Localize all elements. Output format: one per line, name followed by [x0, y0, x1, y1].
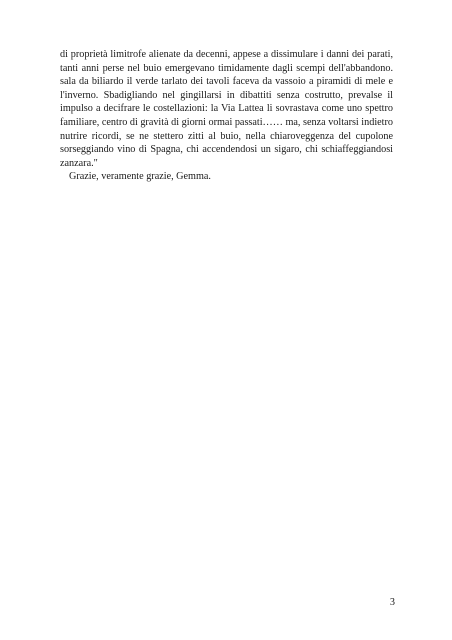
- text-line: impulso a decifrare le costellazioni: la Via Lattea li sovrastava come uno spettro: [60, 103, 393, 115]
- text-line: sorseggiando vino di Spagna, chi accendendosi un sigaro, chi schiaffeggiandosi: [60, 144, 393, 156]
- text-line: tanti anni perse nel buio emergevano timidamente dagli scempi dell'abbandono.: [60, 62, 393, 74]
- page-number: 3: [389, 597, 395, 608]
- text-line: sala da biliardo il verde tarlato dei tavoli faceva da vassoio a piramidi di mele e: [60, 76, 393, 88]
- text-line: nutrire ricordi, se ne stettero zitti al buio, nella chiaroveggenza del cupolone: [60, 130, 393, 142]
- body-text: [60, 48, 393, 184]
- text-line: di proprietà limitrofe alienate da decenni, appese a dissimulare i danni dei parati,: [60, 49, 393, 60]
- closing-paragraph: Grazie, veramente grazie, Gemma.: [69, 171, 211, 183]
- text-line: familiare, centro di gravità di giorni ormai passati…… ma, senza voltarsi indietro: [60, 116, 393, 128]
- text-line: l'inverno. Sbadigliando nel gingillarsi in dibattiti senza costrutto, prevalse il: [60, 89, 393, 101]
- text-line-last: zanzara.": [60, 157, 98, 169]
